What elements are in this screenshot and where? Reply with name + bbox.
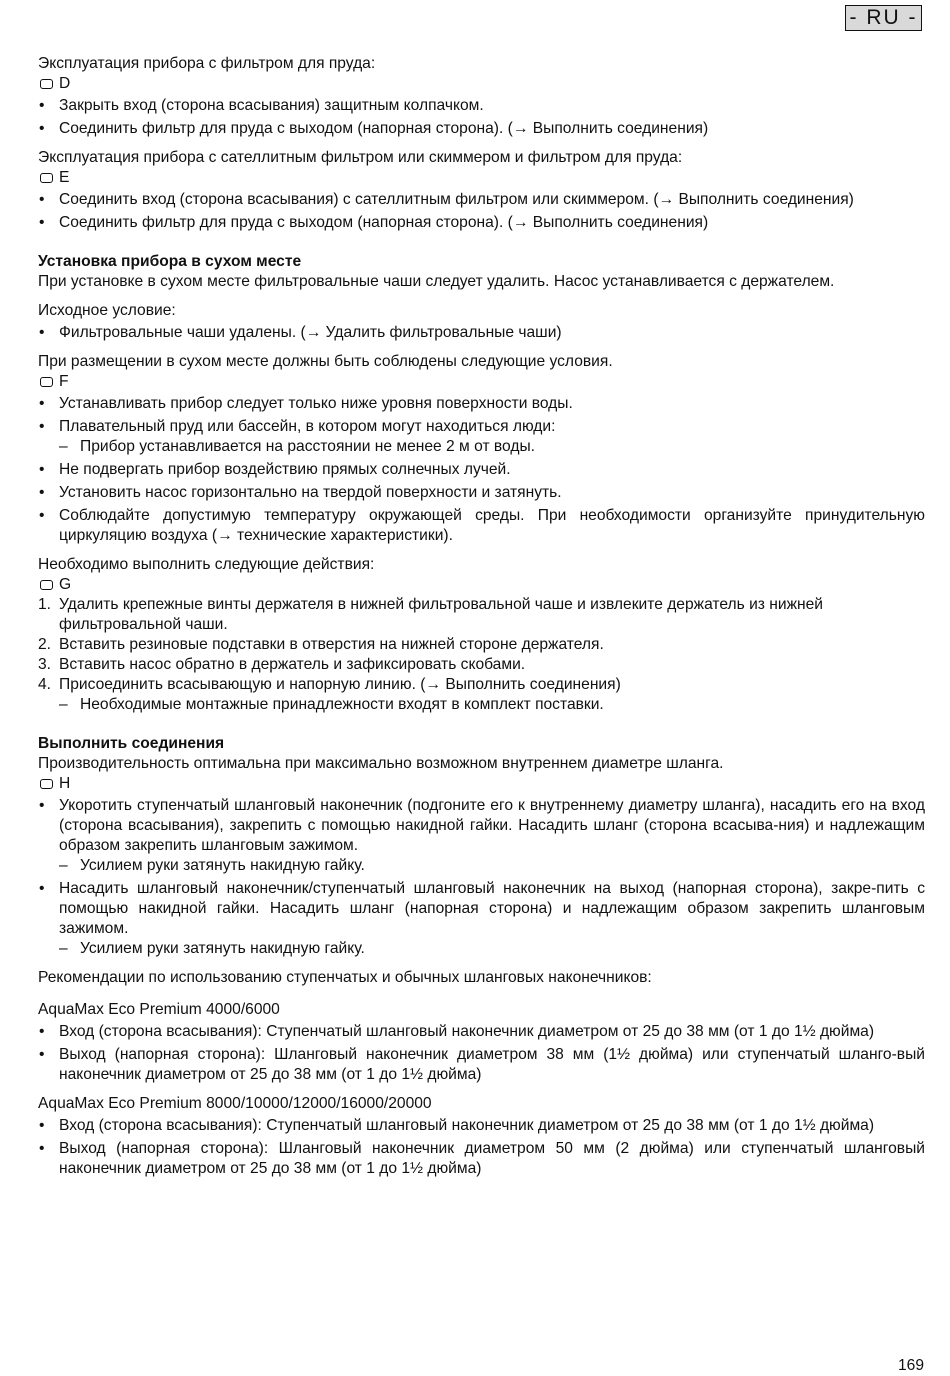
figure-icon	[40, 779, 53, 789]
model-title-2: AquaMax Eco Premium 8000/10000/12000/16000/20000	[38, 1095, 432, 1112]
step-number: 2.	[38, 636, 52, 653]
satellite-filter-intro: Эксплуатация прибора с сателлитным фильтром или скиммером и фильтром для пруда:	[38, 149, 683, 166]
list-item: • Фильтровальные чаши удалены. (→ Удалить фильтровальные чаши)	[38, 323, 925, 343]
step-item	[38, 655, 925, 675]
model-title-1: AquaMax Eco Premium 4000/6000	[38, 1001, 280, 1018]
figure-label: G	[59, 576, 72, 593]
step-number: 4.	[38, 676, 52, 693]
list-item	[38, 417, 925, 457]
step-number: 1.	[38, 596, 52, 613]
list-item: • Не подвергать прибор воздействию прямых солнечных лучей.	[38, 460, 925, 480]
step-number: 3.	[38, 656, 52, 673]
step-text: Вставить резиновые подставки в отверстия на нижней стороне держателя.	[59, 636, 604, 653]
list-item: • Закрыть вход (сторона всасывания) защитным колпачком.	[38, 96, 925, 116]
list-item: • Вход (сторона всасывания): Ступенчатый шланговый наконечник диаметром от 25 до 38 мм (от 1 до 1½ дюйма)	[38, 1022, 925, 1042]
list-item-text: Плавательный пруд или бассейн, в котором могут находиться люди:	[59, 418, 556, 435]
figure-ref-e	[38, 168, 925, 188]
figure-icon	[40, 173, 53, 183]
step-text: Вставить насос обратно в держатель и зафиксировать скобами.	[59, 656, 526, 673]
recommendations-label: Рекомендации по использованию ступенчатых и обычных шланговых наконечников:	[38, 969, 652, 986]
step-text: Удалить крепежные винты держателя в нижней фильтровальной чаше и извлеките держатель из нижней фильтровальной чаши.	[59, 596, 824, 633]
connections-list	[38, 796, 925, 959]
model-2-list	[38, 1116, 925, 1179]
actions-label: Необходимо выполнить следующие действия:	[38, 556, 375, 573]
page-content	[38, 54, 925, 1179]
step-text: Присоединить всасывающую и напорную линию. (→ Выполнить соединения)	[59, 676, 621, 693]
list-item: • Соединить фильтр для пруда с выходом (напорная сторона). (→ Выполнить соединения)	[38, 119, 925, 139]
figure-label: E	[59, 169, 70, 186]
page-number: 169	[897, 1357, 924, 1374]
figure-icon	[40, 580, 53, 590]
list-item	[38, 796, 925, 876]
list-item-text: Насадить шланговый наконечник/ступенчатый шланговый наконечник на выход (напорная сторона), закре-пить с помощью накидной гайки. Насадить шланг (напорная сторона) и надлежащим образом закрепить шланговым зажимом.	[59, 880, 925, 937]
sub-item: – Необходимые монтажные принадлежности входят в комплект поставки.	[59, 695, 925, 715]
precondition-list	[38, 323, 925, 343]
figure-ref-f	[38, 372, 925, 392]
pond-filter-intro: Эксплуатация прибора с фильтром для пруда:	[38, 55, 376, 72]
figure-label: D	[59, 75, 71, 92]
figure-ref-h	[38, 774, 925, 794]
conditions-label: При размещении в сухом месте должны быть соблюдены следующие условия.	[38, 353, 613, 370]
list-item: • Устанавливать прибор следует только ниже уровня поверхности воды.	[38, 394, 925, 414]
figure-icon	[40, 377, 53, 387]
list-item: • Установить насос горизонтально на твердой поверхности и затянуть.	[38, 483, 925, 503]
connections-heading: Выполнить соединения	[38, 735, 225, 752]
pond-filter-list	[38, 96, 925, 139]
sub-item: – Прибор устанавливается на расстоянии не менее 2 м от воды.	[59, 437, 925, 457]
step-item	[38, 595, 925, 635]
conditions-list	[38, 394, 925, 546]
list-item: • Соблюдайте допустимую температуру окружающей среды. При необходимости организуйте принудительную циркуляцию воздуха (→ технические характеристики).	[38, 506, 925, 546]
list-item	[38, 879, 925, 959]
precondition-label: Исходное условие:	[38, 302, 176, 319]
sub-item: – Усилием руки затянуть накидную гайку.	[59, 856, 925, 876]
dry-install-text: При установке в сухом месте фильтровальные чаши следует удалить. Насос устанавливается с держателем.	[38, 273, 835, 290]
sub-item: – Усилием руки затянуть накидную гайку.	[59, 939, 925, 959]
language-badge: - RU -	[845, 5, 922, 31]
list-item: • Соединить вход (сторона всасывания) с сателлитным фильтром или скиммером. (→ Выполнить соединения)	[38, 190, 925, 210]
list-item: • Выход (напорная сторона): Шланговый наконечник диаметром 38 мм (1½ дюйма) или ступенчатый шланго-вый наконечник диаметром от 25 до 38 мм (от 1 до 1½ дюйма)	[38, 1045, 925, 1085]
model-1-list	[38, 1022, 925, 1085]
figure-ref-g	[38, 575, 925, 595]
figure-ref-d	[38, 74, 925, 94]
figure-label: H	[59, 775, 71, 792]
list-item-text: Укоротить ступенчатый шланговый наконечник (подгоните его к внутреннему диаметру шланга), насадить его на вход (сторона всасывания), закрепить с помощью накидной гайки. Насадить шланг (сторона всасыва-ния) и надлежащим образом закрепить шланговым зажимом.	[59, 797, 925, 854]
connections-text: Производительность оптимальна при максимально возможном внутреннем диаметре шланга.	[38, 755, 724, 772]
list-item: • Выход (напорная сторона): Шланговый наконечник диаметром 50 мм (2 дюйма) или ступенчатый шланговый наконечник диаметром от 25 до 38 мм (от 1 до 1½ дюйма)	[38, 1139, 925, 1179]
figure-label: F	[59, 373, 69, 390]
step-item	[38, 675, 925, 715]
satellite-filter-list	[38, 190, 925, 233]
step-item	[38, 635, 925, 655]
list-item: • Вход (сторона всасывания): Ступенчатый шланговый наконечник диаметром от 25 до 38 мм (от 1 до 1½ дюйма)	[38, 1116, 925, 1136]
figure-icon	[40, 79, 53, 89]
list-item: • Соединить фильтр для пруда с выходом (напорная сторона). (→ Выполнить соединения)	[38, 213, 925, 233]
steps-list	[38, 595, 925, 715]
dry-install-heading: Установка прибора в сухом месте	[38, 253, 302, 270]
